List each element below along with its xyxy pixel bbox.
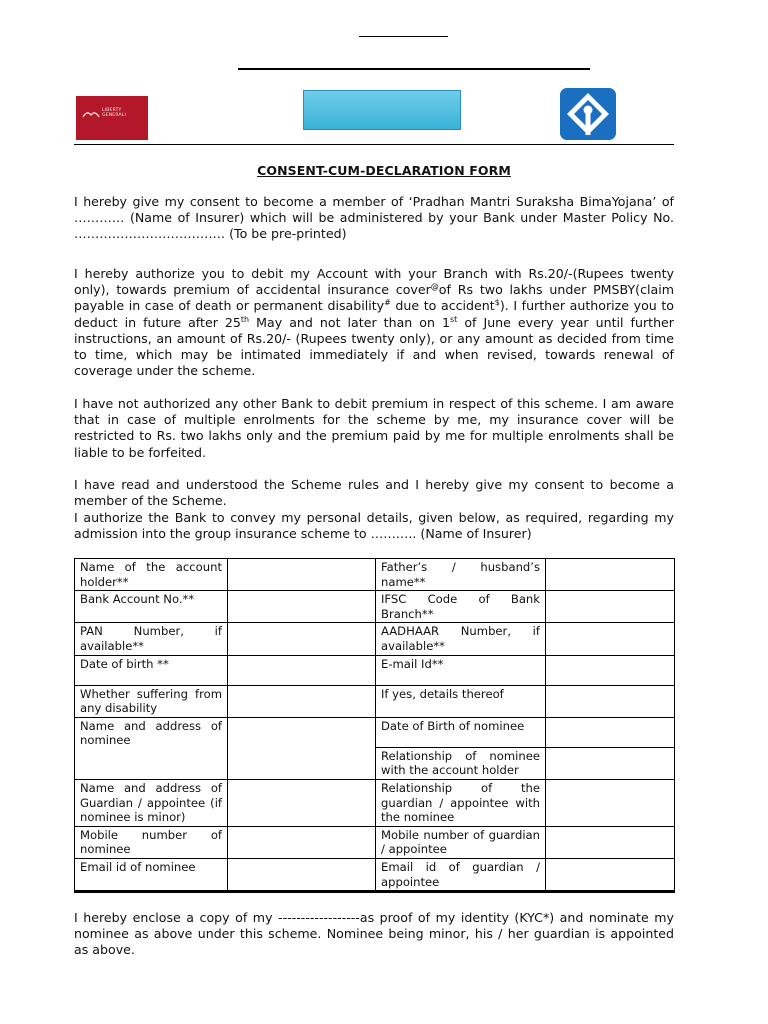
guardian-email-field[interactable] bbox=[546, 858, 675, 891]
ordinal-st: st bbox=[450, 314, 458, 324]
nominee-email-field[interactable] bbox=[228, 858, 376, 891]
table-row bbox=[75, 685, 675, 717]
account-holder-label: Name of the account holder** bbox=[75, 559, 228, 591]
guardian-relationship-label: Relationship of the guardian / appointee with the nominee bbox=[376, 779, 546, 826]
nominee-mobile-field[interactable] bbox=[228, 826, 376, 858]
email-field[interactable] bbox=[546, 655, 675, 685]
nominee-relationship-field[interactable] bbox=[546, 747, 675, 779]
authorization-paragraph bbox=[74, 266, 674, 379]
authorization-text-b: of Rs two lakhs under PMSBY(claim payable in case of death or permanent disability bbox=[74, 282, 674, 314]
ordinal-th: th bbox=[240, 314, 250, 324]
footnote-marker-hash: # bbox=[384, 298, 391, 308]
aadhaar-field[interactable] bbox=[546, 623, 675, 655]
ifsc-label: IFSC Code of Bank Branch** bbox=[376, 591, 546, 623]
pan-field[interactable] bbox=[228, 623, 376, 655]
table-row bbox=[75, 779, 675, 826]
authorization-text-c: due to accident bbox=[390, 298, 495, 314]
scheme-logo-box bbox=[303, 90, 461, 130]
dob-field[interactable] bbox=[228, 655, 376, 685]
bank-account-label: Bank Account No.** bbox=[75, 591, 228, 623]
nominee-dob-field[interactable] bbox=[546, 717, 675, 747]
insurer-logo bbox=[76, 96, 148, 140]
guardian-mobile-field[interactable] bbox=[546, 826, 675, 858]
guardian-email-label: Email id of guardian / appointee bbox=[376, 858, 546, 891]
footnote-marker-at: @ bbox=[430, 282, 439, 292]
top-long-rule bbox=[238, 68, 590, 70]
insurer-emblem-icon bbox=[82, 109, 100, 119]
scheme-rules-paragraph: I have read and understood the Scheme rules and I hereby give my consent to become a member of the Scheme. bbox=[74, 477, 674, 509]
authorization-text-a: I hereby authorize you to debit my Account with your Branch with Rs.20/-(Rupees twenty only), towards premium of accidental insurance cover bbox=[74, 266, 674, 298]
guardian-mobile-label: Mobile number of guardian / appointee bbox=[376, 826, 546, 858]
authorization-text-f: of June every year until further instructions, an amount of Rs.20/- (Rupees twenty only), or any amount as decided from time to time, which may be intimated immediately if and when revised, towards renewal of coverage under the scheme. bbox=[74, 314, 674, 379]
guardian-relationship-field[interactable] bbox=[546, 779, 675, 826]
insurer-logo-text: LIBERTY GENERALI bbox=[102, 108, 126, 118]
footnote-marker-dollar: $ bbox=[494, 298, 500, 308]
details-table bbox=[74, 558, 675, 893]
father-husband-label: Father’s / husband’s name** bbox=[376, 559, 546, 591]
table-row bbox=[75, 591, 675, 623]
table-row bbox=[75, 623, 675, 655]
top-short-rule bbox=[359, 36, 448, 37]
nominee-name-address-label: Name and address of nominee bbox=[75, 717, 228, 779]
table-row bbox=[75, 559, 675, 591]
nominee-email-label: Email id of nominee bbox=[75, 858, 228, 891]
personal-details-paragraph: I authorize the Bank to convey my personal details, given below, as required, regarding my admission into the group insurance scheme to ……….. (Name of Insurer) bbox=[74, 510, 674, 542]
disability-details-label: If yes, details thereof bbox=[376, 685, 546, 717]
nominee-mobile-label: Mobile number of nominee bbox=[75, 826, 228, 858]
father-husband-field[interactable] bbox=[546, 559, 675, 591]
table-row bbox=[75, 826, 675, 858]
bank-account-field[interactable] bbox=[228, 591, 376, 623]
disability-details-field[interactable] bbox=[546, 685, 675, 717]
aadhaar-label: AADHAAR Number, if available** bbox=[376, 623, 546, 655]
header-rule bbox=[74, 144, 674, 145]
authorization-text-d: ). I further authorize you to deduct in future after 25 bbox=[74, 298, 675, 330]
account-holder-field[interactable] bbox=[228, 559, 376, 591]
guardian-name-address-field[interactable] bbox=[228, 779, 376, 826]
guardian-name-address-label: Name and address of Guardian / appointee (if nominee is minor) bbox=[75, 779, 228, 826]
bank-logo-icon bbox=[558, 86, 618, 142]
table-row bbox=[75, 717, 675, 747]
disability-field[interactable] bbox=[228, 685, 376, 717]
nominee-name-address-field[interactable] bbox=[228, 717, 376, 779]
table-row bbox=[75, 655, 675, 685]
pan-label: PAN Number, if available** bbox=[75, 623, 228, 655]
dob-label: Date of birth ** bbox=[75, 655, 228, 685]
kyc-nomination-paragraph: I hereby enclose a copy of my ------------------as proof of my identity (KYC*) and nominate my nominee as above under this scheme. Nominee being minor, his / her guardian is appointed as above. bbox=[74, 910, 674, 958]
nominee-relationship-label: Relationship of nominee with the account holder bbox=[376, 747, 546, 779]
nominee-dob-label: Date of Birth of nominee bbox=[376, 717, 546, 747]
form-title: CONSENT-CUM-DECLARATION FORM bbox=[257, 163, 511, 178]
authorization-text-e: May and not later than on 1 bbox=[249, 314, 450, 330]
consent-paragraph: I hereby give my consent to become a member of ‘Pradhan Mantri Suraksha BimaYojana’ of ………… (Name of Insurer) which will be administered by your Bank under Master Policy No. ……………………………… (To be pre-printed) bbox=[74, 194, 674, 242]
multiple-enrolment-paragraph: I have not authorized any other Bank to debit premium in respect of this scheme. I am aware that in case of multiple enrolments for the scheme by me, my insurance cover will be restricted to Rs. two lakhs only and the premium paid by me for multiple enrolments shall be liable to be forfeited. bbox=[74, 396, 674, 460]
table-row bbox=[75, 858, 675, 891]
email-label: E-mail Id** bbox=[376, 655, 546, 685]
disability-label: Whether suffering from any disability bbox=[75, 685, 228, 717]
ifsc-field[interactable] bbox=[546, 591, 675, 623]
